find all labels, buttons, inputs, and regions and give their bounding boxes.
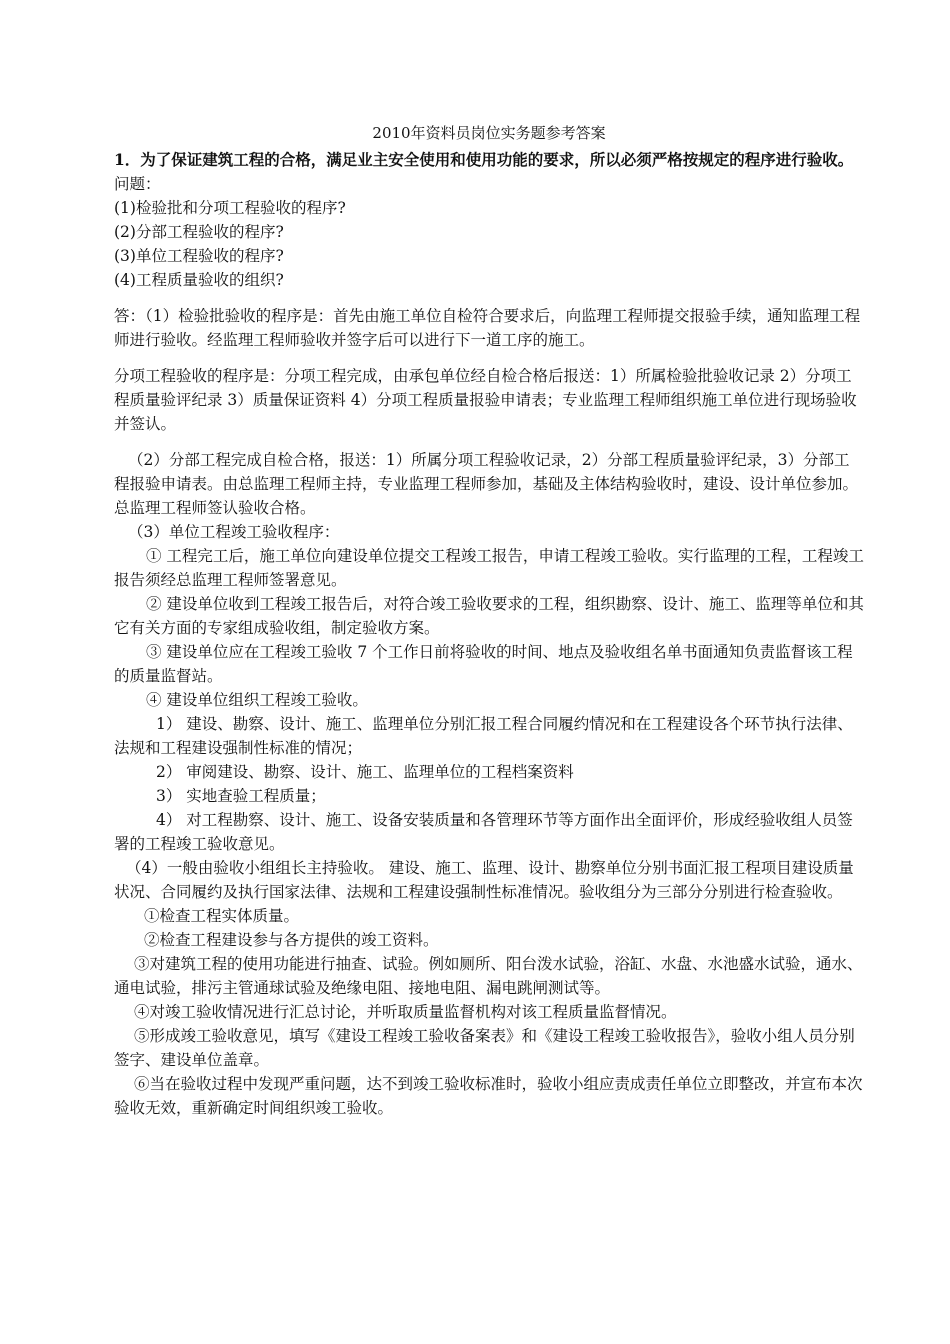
- answer-3-item: ② 建设单位收到工程竣工报告后，对符合竣工验收要求的工程，组织勘察、设计、施工、监理等单位和其它有关方面的专家组成验收组，制定验收方案。: [114, 595, 864, 637]
- questions-label: 问题：: [114, 175, 161, 193]
- question-item: (1)检验批和分项工程验收的程序?: [114, 199, 346, 217]
- answer-4-item: ①检查工程实体质量。: [144, 907, 300, 925]
- answer-4-item: ②检查工程建设参与各方提供的竣工资料。: [144, 931, 439, 949]
- answer-4-item: ⑥当在验收过程中发现严重问题，达不到竣工验收标准时，验收小组应责成责任单位立即整改，并宣布本次验收无效，重新确定时间组织竣工验收。: [114, 1075, 863, 1117]
- question-item: (2)分部工程验收的程序?: [114, 223, 284, 241]
- answer-3-subitem: 4） 对工程勘察、设计、施工、设备安装质量和各管理环节等方面作出全面评价，形成经验收组人员签署的工程竣工验收意见。: [114, 811, 853, 853]
- question-item: (4)工程质量验收的组织?: [114, 271, 284, 289]
- answer-3-subitem: 3） 实地查验工程质量；: [156, 787, 326, 805]
- question-item: (3)单位工程验收的程序?: [114, 247, 284, 265]
- answer-3-item: ③ 建设单位应在工程竣工验收 7 个工作日前将验收的时间、地点及验收组名单书面通知负责监督该工程的质量监督站。: [114, 643, 853, 685]
- question-1-heading: 1．为了保证建筑工程的合格，满足业主安全使用和使用功能的要求，所以必须严格按规定的程序进行验收。: [114, 150, 854, 169]
- answer-3-subitem: 2） 审阅建设、勘察、设计、施工、监理单位的工程档案资料: [156, 763, 574, 781]
- answer-1-paragraph: 答：（1）检验批验收的程序是：首先由施工单位自检符合要求后，向监理工程师提交报验手续，通知监理工程师进行验收。经监理工程师验收并签字后可以进行下一道工序的施工。: [114, 307, 861, 349]
- answer-2-paragraph: （2）分部工程完成自检合格，报送：1）所属分项工程验收记录，2）分部工程质量验评纪录，3）分部工程报验申请表。由总监理工程师主持，专业监理工程师参加，基础及主体结构验收时，建设、设计单位参加。总监理工程师签认验收合格。: [114, 451, 859, 517]
- answer-4-paragraph: （4）一般由验收小组组长主持验收。 建设、施工、监理、设计、勘察单位分别书面汇报工程项目建设质量状况、合同履约及执行国家法律、法规和工程建设强制性标准情况。验收组分为三部分分别进行检查验收。: [114, 859, 854, 901]
- answer-3-subitem: 1） 建设、勘察、设计、施工、监理单位分别汇报工程合同履约情况和在工程建设各个环节执行法律、法规和工程建设强制性标准的情况；: [114, 715, 853, 757]
- answer-4-item: ③对建筑工程的使用功能进行抽查、试验。例如厕所、阳台泼水试验，浴缸、水盘、水池盛水试验，通水、通电试验，排污主管通球试验及绝缘电阻、接地电阻、漏电跳闸测试等。: [114, 955, 863, 997]
- answer-3-heading: （3）单位工程竣工验收程序：: [128, 523, 340, 541]
- answer-1b-paragraph: 分项工程验收的程序是：分项工程完成，由承包单位经自检合格后报送：1）所属检验批验收记录 2）分项工程质量验评纪录 3）质量保证资料 4）分项工程质量报验申请表；专业监理工程师组织施工单位进行现场验收并签认。: [114, 367, 857, 433]
- document-page: [114, 122, 864, 1120]
- answer-3-item: ① 工程完工后，施工单位向建设单位提交工程竣工报告，申请工程竣工验收。实行监理的工程，工程竣工报告须经总监理工程师签署意见。: [114, 547, 864, 589]
- answer-4-item: ④对竣工验收情况进行汇总讨论，并听取质量监督机构对该工程质量监督情况。: [134, 1003, 677, 1021]
- answer-4-item: ⑤形成竣工验收意见，填写《建设工程竣工验收备案表》和《建设工程竣工验收报告》，验收小组人员分别签字、建设单位盖章。: [114, 1027, 855, 1069]
- answer-3-item: ④ 建设单位组织工程竣工验收。: [146, 691, 368, 709]
- document-title: 2010年资料员岗位实务题参考答案: [372, 124, 606, 142]
